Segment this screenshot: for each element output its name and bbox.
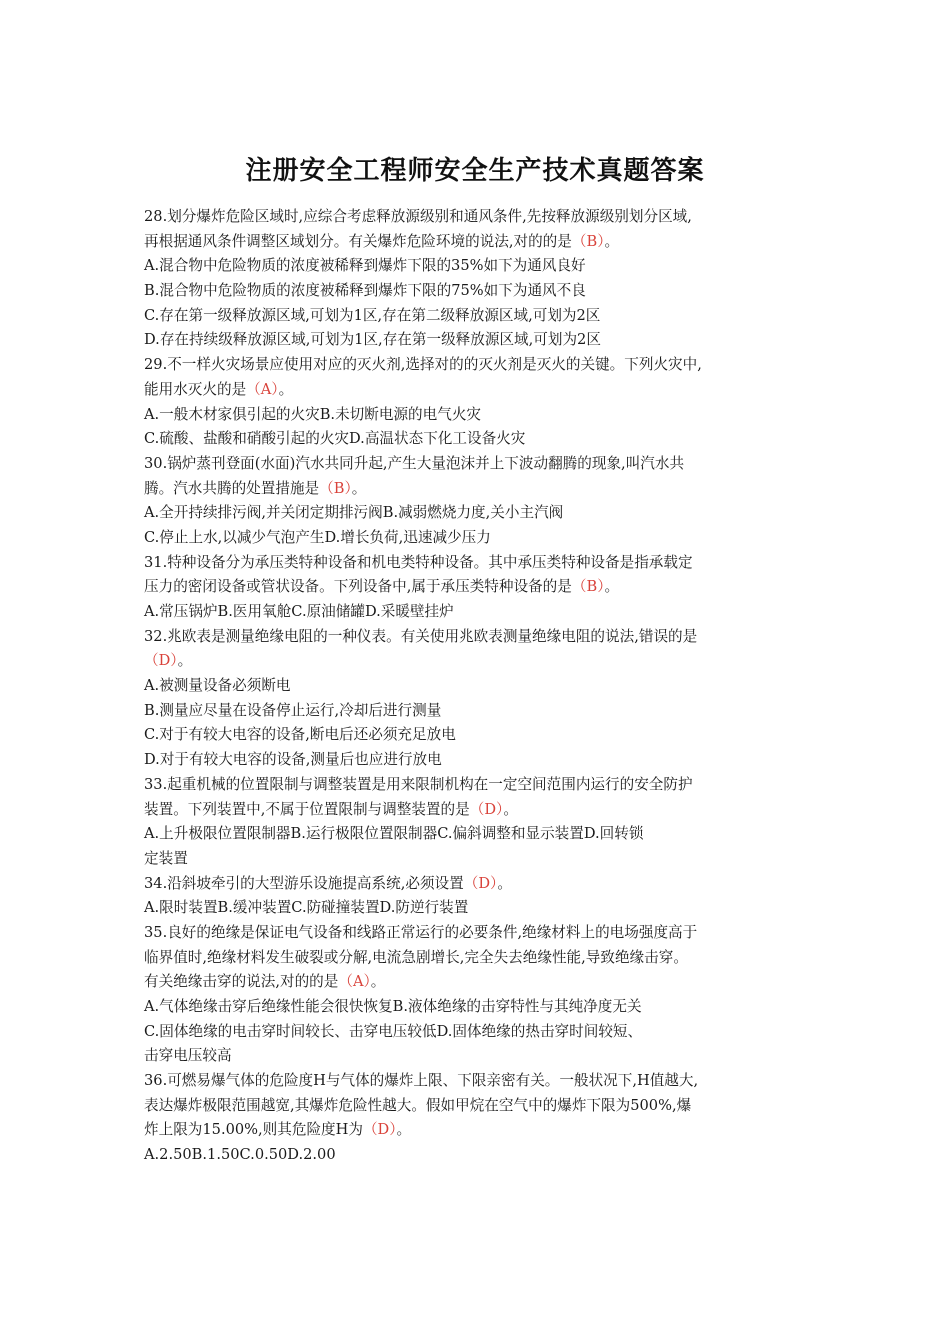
line-text: 36.可燃易爆气体的危险度H与气体的爆炸上限、下限亲密有关。一般状况下,H值越大, [144, 1072, 699, 1090]
text-line [144, 921, 824, 946]
line-text: D.对于有较大电容的设备,测量后也应进行放电 [144, 751, 442, 769]
text-line [144, 674, 824, 699]
line-tail: 。 [370, 973, 386, 991]
line-tail: 。 [497, 874, 512, 892]
line-text: C.存在第一级释放源区域,可划为1区,存在第二级释放源区域,可划为2区 [144, 306, 601, 324]
line-text: 表达爆炸极限范围越宽,其爆炸危险性越大。假如甲烷在空气中的爆炸下限为500%,爆 [144, 1096, 692, 1114]
line-text: 28.划分爆炸危险区域时,应综合考虑释放源级别和通风条件,先按释放源级别划分区域, [144, 208, 692, 225]
text-line [144, 723, 824, 748]
text-line [144, 526, 824, 551]
text-line [144, 378, 824, 403]
text-line [144, 1044, 824, 1069]
text-line [144, 847, 824, 872]
line-text: A.常压锅炉B.医用氧舱C.原油储罐D.采暖壁挂炉 [144, 603, 454, 620]
line-text: A.2.50B.1.50C.0.50D.2.00 [144, 1146, 336, 1164]
line-text: A.混合物中危险物质的浓度被稀释到爆炸下限的35%如下为通风良好 [144, 257, 586, 275]
answer-mark: （D） [469, 800, 504, 818]
line-text: D.存在持续级释放源区域,可划为1区,存在第一级释放源区域,可划为2区 [144, 331, 601, 349]
line-text: 29.不一样火灾场景应使用对应的灭火剂,选择对的的灭火剂是灭火的关键。下列火灾中, [144, 356, 702, 374]
line-text: A.上升极限位置限制器B.运行极限位置限制器C.偏斜调整和显示装置D.回转锁 [144, 825, 644, 843]
line-tail: 。 [503, 800, 518, 818]
line-tail: 。 [604, 232, 620, 250]
text-line [144, 970, 824, 995]
text-line [144, 551, 824, 576]
line-text: A.气体绝缘击穿后绝缘性能会很快恢复B.液体绝缘的击穿特性与其纯净度无关 [144, 998, 642, 1015]
line-text: C.对于有较大电容的设备,断电后还必须充足放电 [144, 726, 456, 744]
line-text: 定装置 [144, 849, 188, 867]
answer-mark: （A） [338, 973, 371, 991]
line-text: A.全开持续排污阀,并关闭定期排污阀B.减弱燃烧力度,关小主汽阀 [144, 504, 564, 522]
text-line [144, 403, 824, 428]
line-tail: 。 [177, 652, 193, 670]
line-text: 能用水灭火的是 [144, 380, 247, 398]
answer-mark: （A） [246, 380, 279, 398]
text-line [144, 230, 824, 255]
text-line [144, 1069, 824, 1094]
line-text: 再根据通风条件调整区域划分。有关爆炸危险环境的说法,对的的是 [144, 232, 572, 250]
page-title: 注册安全工程师安全生产技术真题答案 [245, 156, 705, 186]
text-line [144, 995, 824, 1020]
text-line [144, 600, 824, 625]
text-line [144, 254, 824, 279]
text-line [144, 1143, 824, 1168]
line-text: 33.起重机械的位置限制与调整装置是用来限制机构在一定空间范围内运行的安全防护 [144, 775, 693, 793]
line-tail: 。 [278, 380, 294, 398]
line-text: 炸上限为15.00%,则其危险度H为 [144, 1121, 363, 1139]
text-line [144, 1118, 824, 1143]
text-line [144, 452, 824, 477]
text-line [144, 477, 824, 502]
text-line [144, 279, 824, 304]
text-line [144, 1094, 824, 1119]
line-text: B.混合物中危险物质的浓度被稀释到爆炸下限的75%如下为通风不良 [144, 282, 586, 300]
line-text: 31.特种设备分为承压类特种设备和机电类特种设备。其中承压类特种设备是指承载定 [144, 553, 693, 571]
line-text: C.停止上水,以减少气泡产生D.增长负荷,迅速减少压力 [144, 528, 491, 546]
text-line [144, 328, 824, 353]
text-line [144, 946, 824, 971]
line-tail: 。 [604, 578, 620, 596]
line-tail: 。 [396, 1121, 412, 1139]
line-tail: 。 [351, 479, 367, 497]
line-text: 有关绝缘击穿的说法,对的的是 [144, 973, 339, 991]
answer-mark: （D） [463, 874, 498, 892]
text-line [144, 501, 824, 526]
line-text: A.一般木材家俱引起的火灾B.未切断电源的电气火灾 [144, 405, 482, 423]
line-text: 腾。汽水共腾的处置措施是 [144, 479, 320, 497]
answer-mark: （D） [144, 652, 178, 670]
line-text: 35.良好的绝缘是保证电气设备和线路正常运行的必要条件,绝缘材料上的电场强度高于 [144, 923, 698, 941]
line-text: 击穿电压较高 [144, 1047, 232, 1065]
line-text: 34.沿斜坡牵引的大型游乐设施提高系统,必须设置 [144, 874, 464, 892]
line-text: A.限时装置B.缓冲装置C.防碰撞装置D.防逆行装置 [144, 899, 469, 917]
text-line [144, 427, 824, 452]
text-line [144, 353, 824, 378]
text-line [144, 822, 824, 847]
text-line [144, 205, 824, 230]
text-line [144, 872, 824, 897]
line-text: 32.兆欧表是测量绝缘电阻的一种仪表。有关使用兆欧表测量绝缘电阻的说法,错误的是 [144, 627, 698, 645]
line-text: 30.锅炉蒸刊登面(水面)汽水共同升起,产生大量泡沫并上下波动翻腾的现象,叫汽水共 [144, 454, 685, 472]
line-text: A.被测量设备必须断电 [144, 677, 291, 695]
line-text: B.测量应尽量在设备停止运行,冷却后进行测量 [144, 701, 442, 719]
line-text: C.硫酸、盐酸和硝酸引起的火灾D.高温状态下化工设备火灾 [144, 430, 526, 448]
text-line [144, 625, 824, 650]
line-text: 临界值时,绝缘材料发生破裂或分解,电流急剧增长,完全失去绝缘性能,导致绝缘击穿。 [144, 948, 688, 966]
text-line [144, 575, 824, 600]
text-line [144, 748, 824, 773]
question-list [144, 205, 824, 1168]
text-line [144, 773, 824, 798]
text-line [144, 649, 824, 674]
line-text: C.固体绝缘的电击穿时间较长、击穿电压较低D.固体绝缘的热击穿时间较短、 [144, 1022, 643, 1040]
text-line [144, 699, 824, 724]
line-text: 装置。下列装置中,不属于位置限制与调整装置的是 [144, 800, 470, 818]
answer-mark: （B） [571, 578, 605, 596]
line-text: 压力的密闭设备或管状设备。下列设备中,属于承压类特种设备的是 [144, 578, 572, 596]
text-line [144, 896, 824, 921]
text-line [144, 1020, 824, 1045]
answer-mark: （B） [571, 232, 605, 250]
text-line [144, 798, 824, 823]
text-line [144, 304, 824, 329]
answer-mark: （D） [362, 1121, 397, 1139]
answer-mark: （B） [319, 479, 352, 497]
